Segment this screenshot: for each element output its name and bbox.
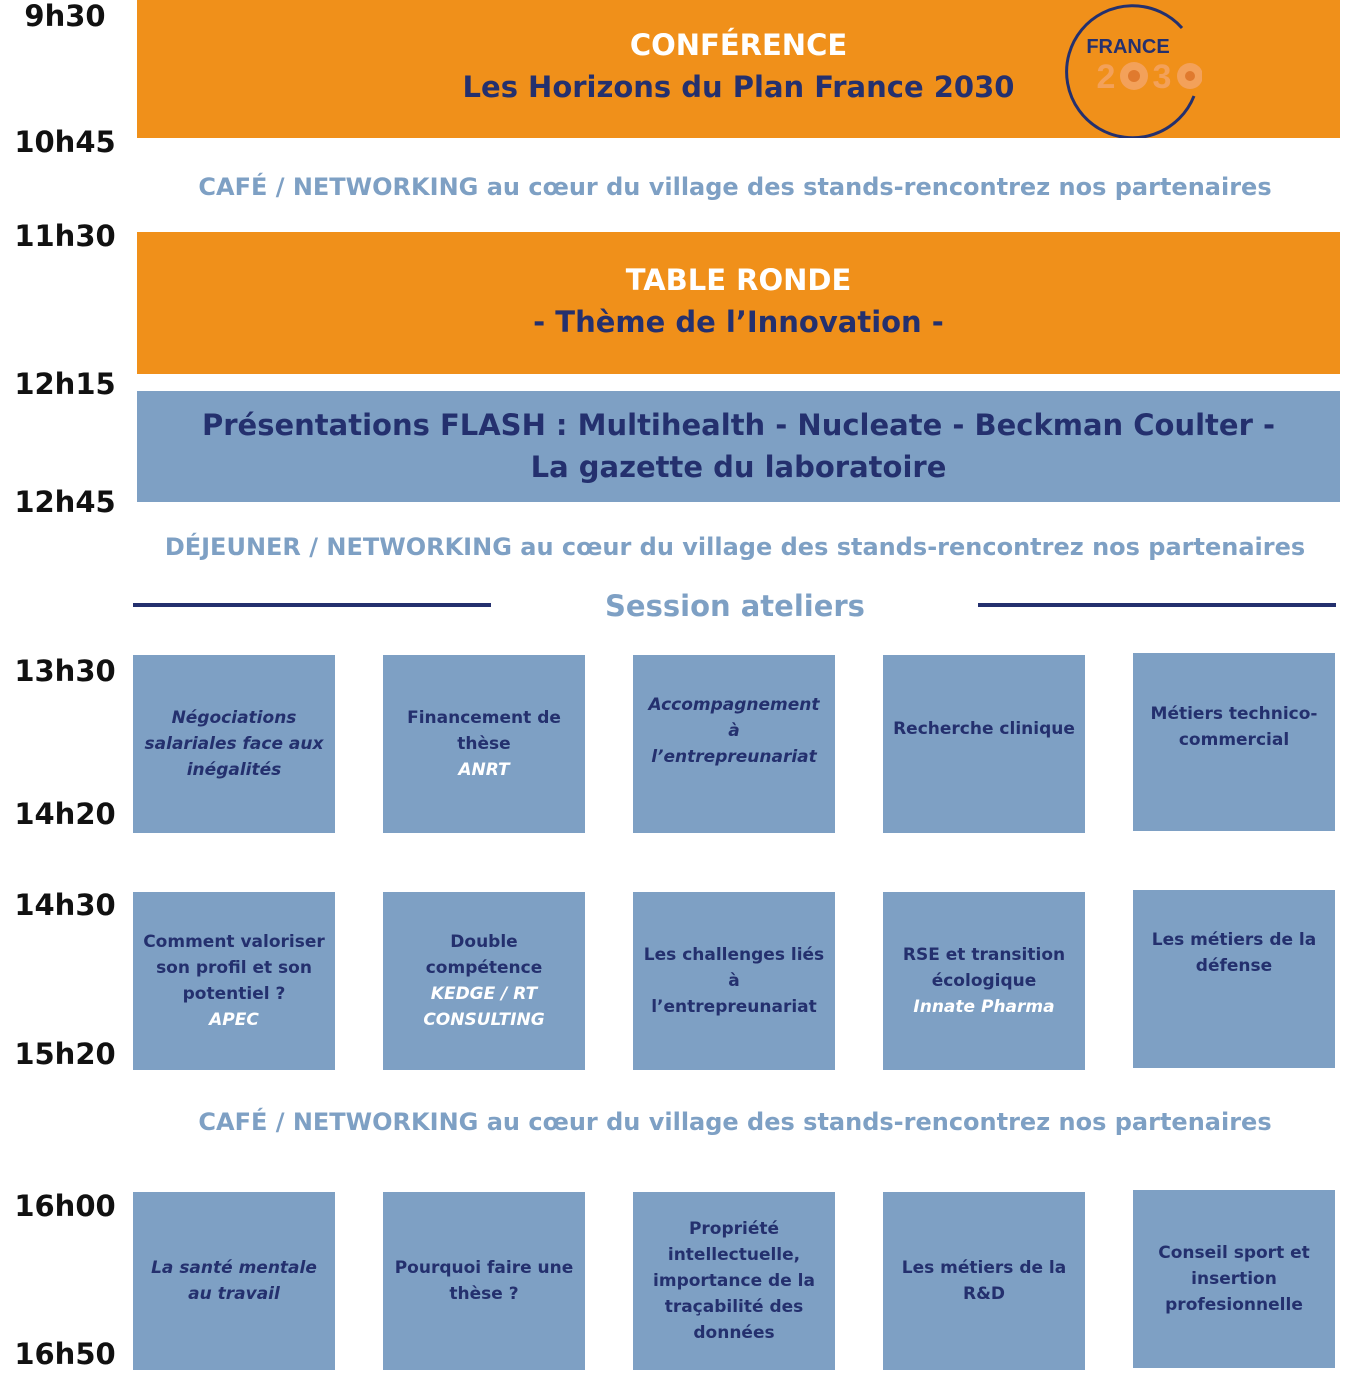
workshop-line: thèse — [457, 734, 511, 754]
table-ronde-title: - Thème de l’Innovation - — [533, 305, 944, 339]
workshop-tile — [133, 655, 335, 833]
workshop-tile — [383, 892, 585, 1070]
workshop-line: Double — [450, 932, 518, 952]
time-label: 13h30 — [14, 654, 116, 688]
workshop-line: thèse ? — [449, 1284, 519, 1304]
networking-banner: DÉJEUNER / NETWORKING au cœur du village des stands-rencontrez nos partenaires — [164, 533, 1306, 561]
workshop-partner: ANRT — [458, 760, 510, 780]
workshop-tile — [133, 1192, 335, 1370]
workshop-line: commercial — [1178, 730, 1290, 750]
time-label: 12h45 — [14, 485, 116, 519]
time-label: 14h30 — [14, 888, 116, 922]
workshop-line: à — [728, 971, 740, 991]
logo-zero-core — [1128, 70, 1140, 82]
workshop-tile — [883, 655, 1085, 833]
workshop-line: RSE et transition — [902, 945, 1066, 965]
workshop-line: son profil et son — [156, 958, 312, 978]
workshop-line: compétence — [425, 958, 543, 978]
workshop-tile — [883, 1192, 1085, 1370]
workshop-line: écologique — [931, 971, 1037, 991]
workshop-line: insertion — [1191, 1269, 1277, 1289]
workshop-tile — [633, 655, 835, 833]
workshop-line: profesionnelle — [1165, 1295, 1303, 1315]
workshop-tile — [633, 1192, 835, 1370]
time-label: 11h30 — [14, 219, 116, 253]
workshop-partner: Innate Pharma — [913, 997, 1055, 1017]
time-label: 12h15 — [14, 367, 116, 401]
workshop-tile — [1133, 890, 1335, 1068]
workshop-line: intellectuelle, — [667, 1245, 801, 1265]
conference-kicker: CONFÉRENCE — [629, 28, 848, 62]
workshop-line: Financement de — [407, 708, 561, 728]
workshop-line: R&D — [962, 1284, 1006, 1304]
session-title: Session ateliers — [605, 589, 865, 623]
divider-line — [133, 603, 491, 607]
workshop-line: à — [728, 721, 740, 741]
workshop-tile — [133, 892, 335, 1070]
workshop-partner: APEC — [209, 1010, 259, 1030]
divider-line — [978, 603, 1336, 607]
time-label: 16h50 — [14, 1337, 116, 1371]
workshop-line: inégalités — [186, 760, 282, 780]
workshop-partner: CONSULTING — [423, 1010, 545, 1030]
workshop-tile — [1133, 1190, 1335, 1368]
table-ronde-kicker: TABLE RONDE — [625, 263, 852, 297]
workshop-line: importance de la — [653, 1271, 815, 1291]
table-ronde-block — [137, 232, 1340, 374]
time-label: 9h30 — [24, 0, 106, 33]
workshop-line: Les challenges liés — [643, 945, 825, 965]
workshop-tile — [383, 655, 585, 833]
workshop-tile — [883, 892, 1085, 1070]
workshop-line: l’entrepreunariat — [651, 747, 817, 767]
time-label: 14h20 — [14, 797, 116, 831]
workshop-line: Les métiers de la — [1151, 930, 1317, 950]
workshop-line: Les métiers de la — [901, 1258, 1067, 1278]
time-label: 16h00 — [14, 1189, 116, 1223]
workshop-line: potentiel ? — [182, 984, 286, 1004]
workshop-line: Négociations — [171, 708, 297, 728]
workshop-line: Propriété — [688, 1219, 780, 1239]
workshop-line: Recherche clinique — [893, 719, 1075, 739]
flash-line: La gazette du laboratoire — [530, 450, 947, 484]
networking-banner: CAFÉ / NETWORKING au cœur du village des stands-rencontrez nos partenaires — [198, 173, 1272, 201]
workshop-line: données — [693, 1323, 775, 1343]
logo-digit: 2 — [1096, 58, 1116, 96]
workshop-line: défense — [1195, 956, 1273, 976]
workshop-line: l’entrepreunariat — [651, 997, 817, 1017]
workshop-tile — [633, 892, 835, 1070]
conference-title: Les Horizons du Plan France 2030 — [462, 70, 1015, 104]
flash-presentations-block — [137, 391, 1340, 502]
workshop-line: Comment valoriser — [143, 932, 325, 952]
workshop-tile — [383, 1192, 585, 1370]
workshop-line: La santé mentale — [151, 1258, 317, 1278]
logo-word: FRANCE — [1086, 36, 1170, 58]
logo-digit: 3 — [1152, 58, 1172, 96]
workshop-line: salariales face aux — [144, 734, 324, 754]
workshop-line: au travail — [188, 1284, 280, 1304]
france-2030-logo — [1062, 0, 1202, 138]
time-label: 15h20 — [14, 1037, 116, 1071]
workshop-line: traçabilité des — [664, 1297, 804, 1317]
workshop-tile — [1133, 653, 1335, 831]
workshop-line: Métiers technico- — [1150, 704, 1318, 724]
workshop-line: Conseil sport et — [1158, 1243, 1310, 1263]
workshop-partner: KEDGE / RT — [430, 984, 538, 1004]
workshop-line: Pourquoi faire une — [394, 1258, 574, 1278]
time-label: 10h45 — [14, 125, 116, 159]
networking-banner: CAFÉ / NETWORKING au cœur du village des stands-rencontrez nos partenaires — [198, 1108, 1272, 1136]
flash-line: Présentations FLASH : Multihealth - Nucleate - Beckman Coulter - — [201, 408, 1276, 442]
workshop-line: Accompagnement — [648, 695, 820, 715]
logo-zero-core — [1185, 71, 1195, 81]
